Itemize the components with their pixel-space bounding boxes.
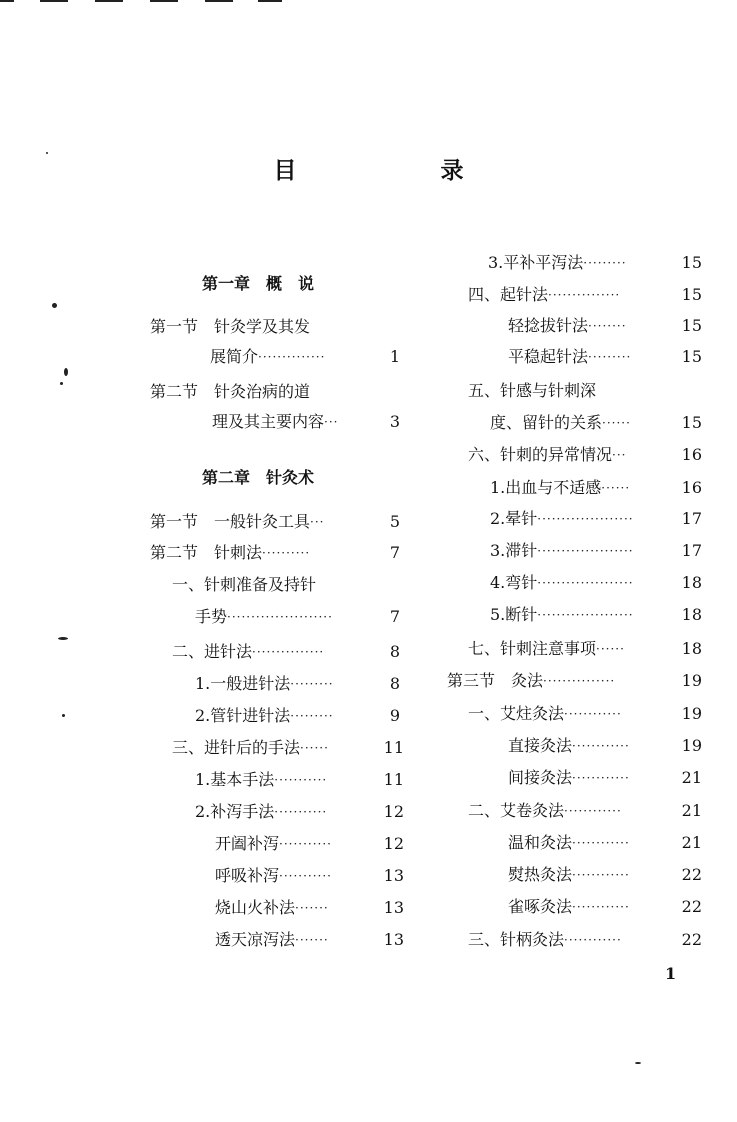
toc-entry[interactable] [508, 831, 702, 855]
entry-page: 22 [681, 930, 702, 949]
toc-entry[interactable] [490, 411, 702, 435]
leader-dots: ······ [602, 416, 631, 430]
toc-entry[interactable] [215, 832, 404, 856]
entry-page: 17 [681, 541, 702, 560]
entry-page: 15 [681, 413, 702, 432]
scan-speck [46, 152, 48, 154]
scan-speck [52, 303, 57, 308]
leader-dots: ·············· [258, 350, 326, 364]
toc-entry[interactable] [172, 640, 400, 664]
entry-page: 13 [383, 866, 404, 885]
toc-entry[interactable] [195, 768, 404, 792]
toc-entry[interactable] [508, 314, 702, 338]
entry-label: 间接灸法 [508, 768, 573, 787]
leader-dots: ··· [324, 415, 339, 429]
toc-entry[interactable] [215, 928, 404, 952]
toc-entry[interactable] [508, 895, 702, 919]
entry-page: 8 [389, 642, 400, 661]
entry-page: 22 [681, 897, 702, 916]
toc-entry[interactable] [195, 672, 400, 696]
toc-entry[interactable] [488, 251, 702, 275]
toc-entry[interactable] [172, 736, 404, 760]
entry-label: 五、针感与针刺深 [468, 381, 597, 400]
page-number: 1 [665, 964, 677, 983]
entry-page: 18 [681, 605, 702, 624]
leader-dots: ···················· [537, 576, 634, 590]
entry-label: 2.补泻手法 [195, 802, 275, 821]
entry-page: 19 [681, 671, 702, 690]
toc-entry[interactable] [468, 799, 702, 823]
toc-entry[interactable] [210, 345, 400, 369]
leader-dots: ········ [588, 319, 627, 333]
toc-entry[interactable] [215, 864, 404, 888]
leader-dots: ········· [290, 677, 334, 691]
entry-page: 16 [681, 478, 702, 497]
entry-label: 2.晕针 [490, 509, 538, 528]
entry-label: 一、针刺准备及持针 [172, 575, 317, 594]
entry-label: 3.滞针 [490, 541, 538, 560]
entry-page: 11 [383, 770, 404, 789]
entry-label: 七、针刺注意事项 [468, 639, 597, 658]
toc-entry[interactable] [508, 734, 702, 758]
leader-dots: ······ [596, 642, 625, 656]
entry-page: 21 [681, 833, 702, 852]
leader-dots: ······· [295, 933, 329, 947]
entry-label: 第二节 针灸治病的道 [150, 382, 311, 401]
leader-dots: ············ [564, 804, 622, 818]
entry-label: 四、起针法 [468, 285, 549, 304]
entry-label: 手势 [195, 607, 228, 626]
entry-label: 度、留针的关系 [490, 413, 603, 432]
leader-dots: ········· [290, 709, 334, 723]
entry-label: 平稳起针法 [508, 347, 589, 366]
leader-dots: ··· [612, 448, 627, 462]
toc-entry[interactable] [468, 702, 702, 726]
leader-dots: ···················· [537, 544, 634, 558]
entry-label: 第二节 针刺法 [150, 543, 263, 562]
entry-page: 19 [681, 704, 702, 723]
entry-label: 熨热灸法 [508, 865, 573, 884]
entry-page: 15 [681, 285, 702, 304]
top-edge-marks [0, 0, 737, 8]
entry-label: 5.断针 [490, 605, 538, 624]
leader-dots: ······ [300, 741, 329, 755]
entry-page: 12 [383, 834, 404, 853]
toc-entry[interactable] [195, 605, 400, 629]
entry-label: 温和灸法 [508, 833, 573, 852]
entry-page: 17 [681, 509, 702, 528]
leader-dots: ··········· [274, 805, 328, 819]
entry-page: 18 [681, 573, 702, 592]
entry-page: 19 [681, 736, 702, 755]
entry-page: 9 [389, 706, 400, 725]
entry-page: 8 [389, 674, 400, 693]
toc-entry[interactable] [508, 863, 702, 887]
toc-entry[interactable] [172, 573, 400, 597]
toc-entry[interactable] [150, 380, 400, 404]
entry-page: 15 [681, 347, 702, 366]
entry-page: 21 [681, 768, 702, 787]
entry-label: 1.一般进针法 [195, 674, 291, 693]
entry-label: 直接灸法 [508, 736, 573, 755]
entry-label: 1.出血与不适感 [490, 478, 602, 497]
leader-dots: ··········· [274, 773, 328, 787]
leader-dots: ············ [572, 739, 630, 753]
toc-entry[interactable] [212, 410, 400, 434]
toc-entry[interactable] [490, 476, 702, 500]
entry-label: 呼吸补泻 [215, 866, 280, 885]
entry-label: 透天凉泻法 [215, 930, 296, 949]
toc-entry[interactable] [468, 928, 702, 952]
entry-label: 展简介 [210, 347, 259, 366]
toc-entry[interactable] [468, 283, 702, 307]
toc-entry[interactable] [508, 345, 702, 369]
leader-dots: ········· [588, 350, 632, 364]
leader-dots: ··· [310, 515, 325, 529]
entry-page: 21 [681, 801, 702, 820]
entry-label: 第一节 一般针灸工具 [150, 512, 311, 531]
entry-page: 22 [681, 865, 702, 884]
leader-dots: ··············· [543, 674, 616, 688]
toc-entry[interactable] [468, 637, 702, 661]
entry-page: 18 [681, 639, 702, 658]
entry-page: 13 [383, 898, 404, 917]
scan-speck [62, 714, 65, 717]
scan-speck [635, 1062, 641, 1064]
entry-page: 5 [389, 512, 400, 531]
leader-dots: ··············· [548, 288, 621, 302]
entry-page: 11 [383, 738, 404, 757]
entry-page: 7 [389, 543, 400, 562]
toc-entry[interactable] [490, 571, 702, 595]
entry-label: 第三节 灸法 [447, 671, 544, 690]
entry-page: 15 [681, 253, 702, 272]
leader-dots: ············ [564, 707, 622, 721]
toc-entry[interactable] [150, 541, 400, 565]
entry-page: 15 [681, 316, 702, 335]
entry-label: 轻捻拔针法 [508, 316, 589, 335]
toc-entry[interactable] [490, 603, 702, 627]
leader-dots: ·········· [262, 546, 311, 560]
entry-label: 第一节 针灸学及其发 [150, 317, 311, 336]
leader-dots: ············ [572, 900, 630, 914]
entry-label: 4.弯针 [490, 573, 538, 592]
toc-entry[interactable] [195, 704, 400, 728]
leader-dots: ··············· [252, 645, 325, 659]
entry-label: 三、进针后的手法 [172, 738, 301, 757]
leader-dots: ······················ [227, 610, 333, 624]
entry-page: 16 [681, 445, 702, 464]
leader-dots: ············ [572, 771, 630, 785]
entry-label: 一、艾炷灸法 [468, 704, 565, 723]
toc-entry[interactable] [508, 766, 702, 790]
leader-dots: ······· [295, 901, 329, 915]
toc-entry[interactable] [150, 315, 400, 339]
leader-dots: ··········· [279, 837, 332, 851]
page-title: 目 录 [273, 158, 532, 184]
entry-label: 烧山火补法 [215, 898, 296, 917]
entry-label: 二、艾卷灸法 [468, 801, 565, 820]
entry-page: 13 [383, 930, 404, 949]
toc-entry[interactable] [447, 669, 702, 693]
toc-entry[interactable] [468, 379, 702, 403]
leader-dots: ············ [564, 933, 622, 947]
entry-page: 1 [389, 347, 400, 366]
leader-dots: ············ [572, 836, 630, 850]
toc-entry[interactable] [150, 510, 400, 534]
leader-dots: ············ [572, 868, 630, 882]
entry-label: 1.基本手法 [195, 770, 275, 789]
leader-dots: ······ [601, 481, 631, 495]
toc-entry[interactable] [215, 896, 404, 920]
chapter-heading: 第二章 针灸术 [202, 468, 315, 487]
toc-entry[interactable] [490, 507, 702, 531]
toc-entry[interactable] [490, 539, 702, 563]
scan-speck [58, 637, 68, 640]
leader-dots: ········· [583, 256, 627, 270]
toc-entry[interactable] [195, 800, 404, 824]
toc-entry[interactable] [468, 443, 702, 467]
entry-label: 3.平补平泻法 [488, 253, 584, 272]
entry-label: 理及其主要内容 [212, 412, 325, 431]
leader-dots: ···················· [537, 512, 634, 526]
entry-label: 雀啄灸法 [508, 897, 573, 916]
scan-speck [64, 368, 68, 376]
entry-label: 六、针刺的异常情况 [468, 445, 613, 464]
entry-label: 2.管针进针法 [195, 706, 291, 725]
entry-page: 7 [389, 607, 400, 626]
entry-label: 开阖补泻 [215, 834, 280, 853]
entry-page: 3 [389, 412, 400, 431]
entry-label: 二、进针法 [172, 642, 253, 661]
scan-speck [60, 382, 63, 385]
entry-page: 12 [383, 802, 404, 821]
leader-dots: ··········· [279, 869, 332, 883]
entry-label: 三、针柄灸法 [468, 930, 565, 949]
chapter-heading: 第一章 概 说 [202, 274, 315, 293]
leader-dots: ···················· [537, 608, 634, 622]
